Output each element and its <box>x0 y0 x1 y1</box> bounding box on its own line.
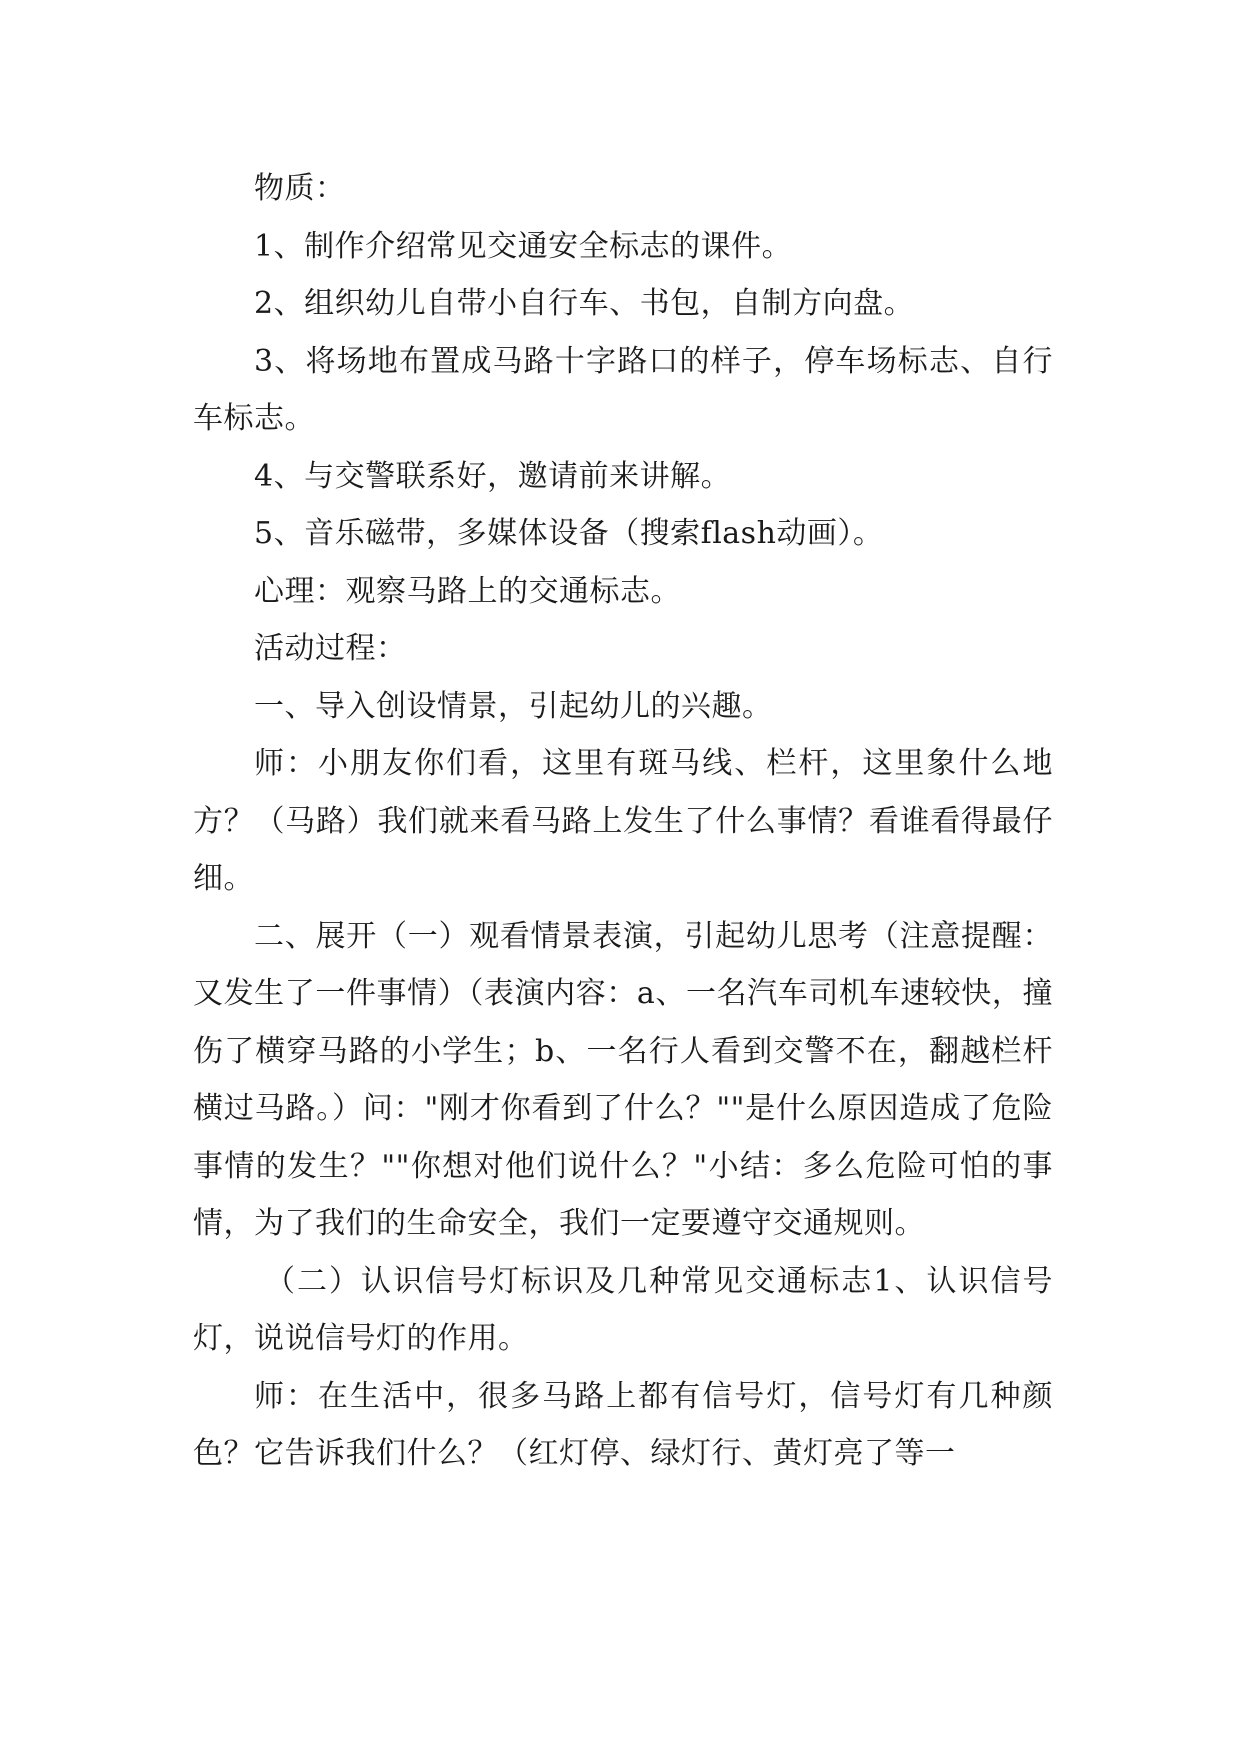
paragraph-material-2: 2、组织幼儿自带小自行车、书包，自制方向盘。 <box>254 286 915 321</box>
paragraph-material-4: 4、与交警联系好，邀请前来讲解。 <box>254 458 732 494</box>
paragraph-psychology: 心理：观察马路上的交通标志。 <box>254 573 681 609</box>
paragraph-material-5: 5、音乐磁带，多媒体设备（搜索flash动画）。 <box>254 516 884 551</box>
paragraph-teacher-1: 师：小朋友你们看，这里有斑马线、栏杆，这里象什么地方？（马路）我们就来看马路上发生了什么事情？看谁看得最仔细。 <box>193 746 1053 896</box>
paragraph-material-1: 1、制作介绍常见交通安全标志的课件。 <box>254 228 793 264</box>
paragraph-step-1: 一、导入创设情景，引起幼儿的兴趣。 <box>254 688 773 724</box>
document-body <box>193 160 1053 1483</box>
paragraph-activity-heading: 活动过程： <box>254 631 407 666</box>
paragraph-material-3: 3、将场地布置成马路十字路口的样子，停车场标志、自行车标志。 <box>193 343 1053 436</box>
paragraph-materials-heading: 物质： <box>254 171 346 206</box>
paragraph-teacher-2: 师：在生活中，很多马路上都有信号灯，信号灯有几种颜色？它告诉我们什么？（红灯停、绿灯行、黄灯亮了等一 <box>193 1378 1053 1471</box>
paragraph-step-2-part-2: （二）认识信号灯标识及几种常见交通标志1、认识信号灯，说说信号灯的作用。 <box>193 1263 1053 1356</box>
paragraph-step-2: 二、展开（一）观看情景表演，引起幼儿思考（注意提醒：又发生了一件事情）（表演内容：a、一名汽车司机车速较快，撞伤了横穿马路的小学生；b、一名行人看到交警不在，翻越栏杆横过马路。）问："刚才你看到了什么？""是什么原因造成了危险事情的发生？""你想对他们说什么？"小结：多么危险可怕的事情，为了我们的生命安全，我们一定要遵守交通规则。 <box>193 918 1053 1241</box>
